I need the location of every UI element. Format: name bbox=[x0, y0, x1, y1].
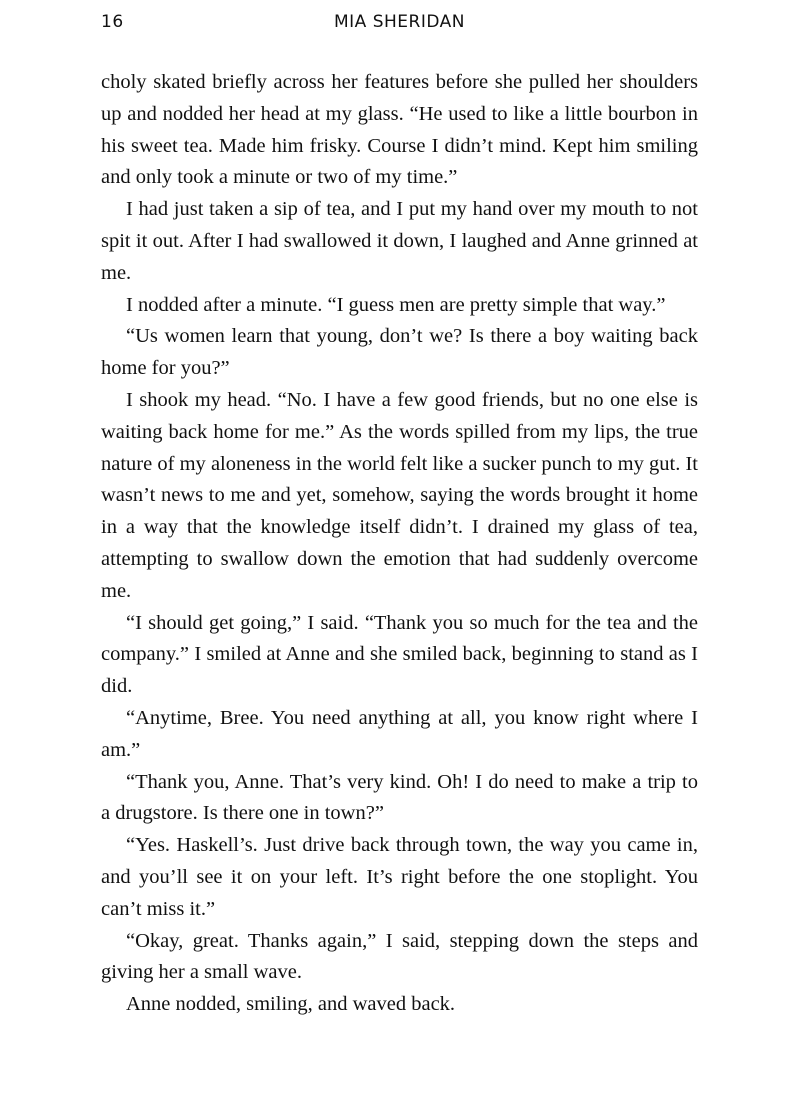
paragraph: “Thank you, Anne. That’s very kind. Oh! I do need to make a trip to a drugstore. Is there one in town?” bbox=[101, 770, 698, 825]
paragraph: I nodded after a minute. “I guess men are pretty simple that way.” bbox=[126, 293, 666, 316]
paragraph: I shook my head. “No. I have a few good friends, but no one else is waiting back home for me.” As the words spilled from my lips, the true nature of my aloneness in the world felt like a sucker punch to my gut. It wasn’t news to me and yet, somehow, saying the words brought it home in a way that the knowledge itself didn’t. I drained my glass of tea, attempting to swallow down the emotion that had suddenly overcome me. bbox=[101, 388, 698, 602]
body-text bbox=[101, 67, 698, 1021]
paragraph: “Us women learn that young, don’t we? Is there a boy waiting back home for you?” bbox=[101, 325, 698, 380]
paragraph: I had just taken a sip of tea, and I put my hand over my mouth to not spit it out. After I had swallowed it down, I laughed and Anne grinned at me. bbox=[101, 198, 698, 284]
page-header bbox=[101, 12, 698, 40]
running-head: MIA SHERIDAN bbox=[334, 12, 465, 32]
paragraph: “Anytime, Bree. You need anything at all, you know right where I am.” bbox=[101, 706, 698, 761]
paragraph: “I should get going,” I said. “Thank you so much for the tea and the company.” I smiled at Anne and she smiled back, beginning to stand as I did. bbox=[101, 611, 698, 698]
paragraph: Anne nodded, smiling, and waved back. bbox=[126, 993, 456, 1016]
paragraph-continued: choly skated briefly across her features before she pulled her shoulders up and nodded her head at my glass. “He used to like a little bourbon in his sweet tea. Made him frisky. Course I didn’t mind. Kept him smiling and only took a minute or two of my time.” bbox=[101, 71, 698, 189]
page-number: 16 bbox=[101, 12, 124, 32]
paragraph: “Okay, great. Thanks again,” I said, stepping down the steps and giving her a small wave. bbox=[101, 929, 698, 984]
paragraph: “Yes. Haskell’s. Just drive back through town, the way you came in, and you’ll see it on your left. It’s right before the one stoplight. You can’t miss it.” bbox=[101, 834, 698, 920]
